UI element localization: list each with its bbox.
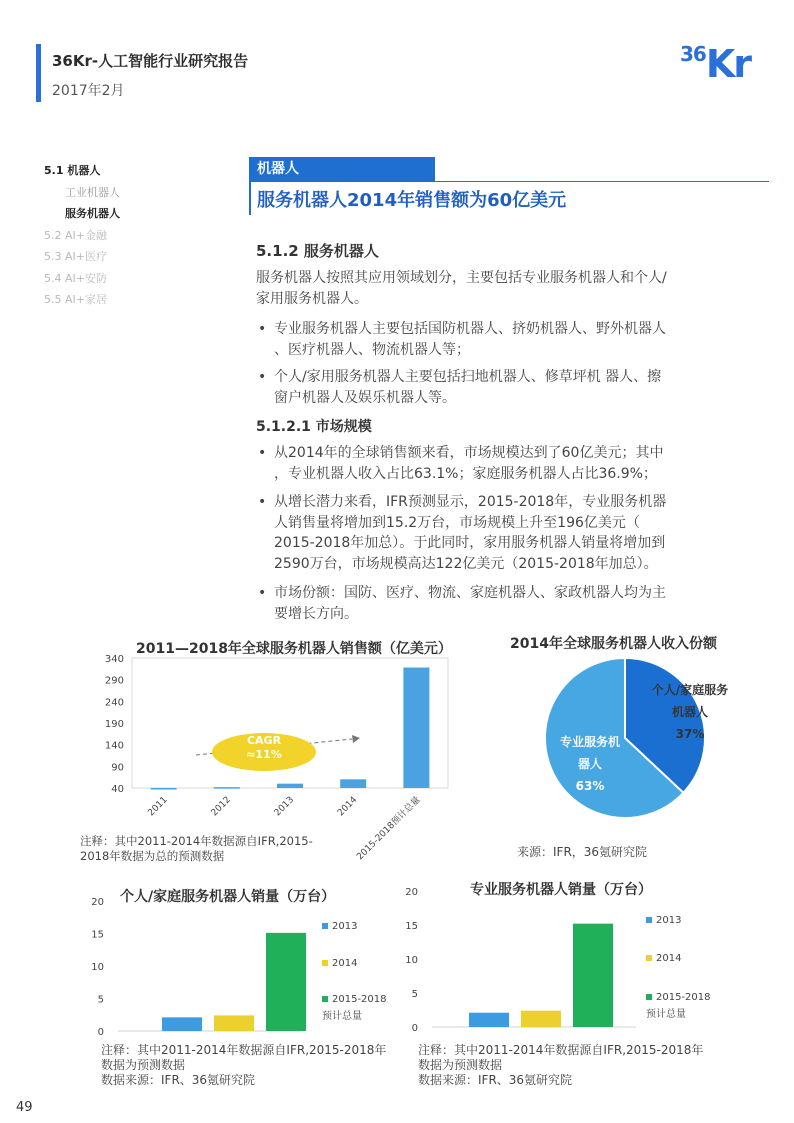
bar bbox=[214, 1015, 254, 1031]
bullet-dot: • bbox=[258, 369, 267, 385]
market-size-heading: 5.1.2.1 市场规模 bbox=[256, 419, 372, 435]
section-title: 服务机器人2014年销售额为60亿美元 bbox=[257, 190, 567, 211]
nav-item-ai-home[interactable]: 5.5 AI+家居 bbox=[44, 293, 107, 306]
bullet-item bbox=[258, 583, 742, 624]
legend-label: 预计总量 bbox=[322, 1011, 362, 1022]
bar bbox=[573, 924, 613, 1027]
chart-title: 个人/家庭服务机器人销量（万台） bbox=[120, 889, 336, 905]
chart-title: 2014年全球服务机器人收入份额 bbox=[510, 636, 717, 652]
nav-item-service-robots[interactable]: 服务机器人 bbox=[65, 207, 120, 220]
legend-swatch bbox=[646, 994, 652, 1000]
legend-swatch bbox=[322, 960, 328, 966]
bullet-line: 、医疗机器人、物流机器人等； bbox=[274, 341, 470, 358]
x-tick-label: 2014 bbox=[336, 795, 360, 819]
legend-label: 2013 bbox=[656, 915, 682, 926]
note-line: 数据为预测数据 bbox=[101, 1058, 186, 1072]
note-line: 注释：其中2011-2014年数据源自IFR,2015-2018年 bbox=[418, 1043, 704, 1057]
slice-percent: 37% bbox=[675, 727, 705, 741]
section-tag: 机器人 bbox=[249, 157, 435, 181]
bar bbox=[340, 779, 366, 788]
y-tick-label: 20 bbox=[91, 897, 104, 908]
nav-item-industrial-robots[interactable]: 工业机器人 bbox=[65, 185, 120, 199]
slice-label: 器人 bbox=[577, 757, 603, 771]
y-tick-label: 0 bbox=[97, 1027, 104, 1038]
bullet-line: 从2014年的全球销售额来看，市场规模达到了60亿美元；其中 bbox=[274, 445, 664, 461]
bullet-line: 专业服务机器人主要包括国防机器人、挤奶机器人、野外机器人 bbox=[274, 321, 666, 337]
note-line: 注释：其中2011-2014年数据源自IFR,2015-2018年 bbox=[101, 1043, 387, 1057]
legend-swatch bbox=[646, 955, 652, 961]
y-tick-label: 15 bbox=[91, 929, 104, 941]
bar bbox=[469, 1013, 509, 1027]
pie-source: 来源：IFR，36氪研究院 bbox=[517, 845, 648, 859]
legend-label: 预计总量 bbox=[646, 1009, 686, 1020]
bar bbox=[277, 784, 303, 788]
legend-label: 2015-2018 bbox=[332, 994, 387, 1005]
intro-paragraph bbox=[256, 268, 736, 310]
note-line: 2018年数据为总的预测数据 bbox=[80, 849, 225, 863]
y-tick-label: 40 bbox=[111, 784, 124, 795]
legend-label: 2014 bbox=[332, 958, 358, 969]
bullet-line: 个人/家用服务机器人主要包括扫地机器人、修草坪机 器人、擦 bbox=[274, 369, 662, 385]
legend-swatch bbox=[322, 923, 328, 929]
bar bbox=[214, 787, 240, 789]
header-accent-bar bbox=[36, 44, 41, 102]
bar bbox=[162, 1017, 202, 1031]
legend-label: 2014 bbox=[656, 953, 682, 964]
report-title: 36Kr-人工智能行业研究报告 bbox=[52, 52, 249, 70]
note-line: 数据来源：IFR、36氪研究院 bbox=[418, 1073, 573, 1087]
bullet-line: 人销售量将增加到15.2万台，市场规模上升至196亿美元（ bbox=[274, 514, 640, 531]
chart3-note bbox=[101, 1043, 386, 1088]
y-tick-label: 0 bbox=[411, 1023, 418, 1034]
legend-swatch bbox=[322, 996, 328, 1002]
y-tick-label: 140 bbox=[104, 740, 124, 752]
cagr-value: ≈11% bbox=[246, 748, 282, 761]
y-tick-label: 15 bbox=[405, 921, 418, 932]
section-left-rule bbox=[249, 181, 251, 215]
bullet-line: 窗户机器人及娱乐机器人等。 bbox=[274, 389, 456, 406]
bullet-dot: • bbox=[258, 445, 267, 461]
plot-frame bbox=[132, 658, 448, 788]
report-date: 2017年2月 bbox=[52, 83, 125, 99]
bullet-line: 2590万台，市场规模高达122亿美元（2015-2018年加总）。 bbox=[274, 555, 658, 572]
y-tick-label: 10 bbox=[405, 955, 418, 966]
bullet-item bbox=[258, 319, 742, 360]
x-tick-label: 2013 bbox=[272, 795, 297, 819]
y-tick-label: 10 bbox=[91, 962, 104, 973]
y-tick-label: 290 bbox=[104, 675, 124, 687]
bullet-dot: • bbox=[258, 321, 267, 337]
slice-percent: 63% bbox=[575, 779, 605, 793]
y-tick-label: 5 bbox=[97, 994, 104, 1006]
note-line: 注释：其中2011-2014年数据源自IFR,2015- bbox=[80, 834, 313, 848]
bullet-dot: • bbox=[258, 585, 267, 601]
revenue-share-pie bbox=[530, 650, 729, 830]
note-line: 数据来源：IFR、36氪研究院 bbox=[101, 1073, 256, 1087]
legend-label: 2013 bbox=[332, 921, 358, 932]
bullet-line: 市场份额：国防、医疗、物流、家庭机器人、家政机器人均为主 bbox=[274, 585, 666, 601]
bar bbox=[521, 1011, 561, 1027]
nav-item-ai-finance[interactable]: 5.2 AI+金融 bbox=[44, 228, 107, 242]
chart1-note bbox=[80, 834, 313, 864]
trend-arrowhead bbox=[352, 735, 360, 743]
36kr-logo: 36Kr bbox=[680, 42, 751, 86]
slice-label: 机器人 bbox=[671, 705, 709, 719]
cagr-label: CAGR bbox=[246, 734, 282, 747]
nav-item-ai-security[interactable]: 5.4 AI+安防 bbox=[44, 271, 107, 285]
intro-line: 服务机器人按照其应用领域划分，主要包括专业服务机器人和个人/ bbox=[256, 270, 667, 286]
y-tick-label: 190 bbox=[104, 719, 124, 730]
legend-swatch bbox=[646, 917, 652, 923]
chart-title: 专业服务机器人销量（万台） bbox=[470, 882, 652, 898]
bullet-line: 2015-2018年加总）。于此同时，家用服务机器人销量将增加到 bbox=[274, 535, 666, 551]
slice-label: 专业服务机 bbox=[559, 735, 621, 749]
home-robot-sales-chart bbox=[80, 895, 400, 1040]
bar bbox=[266, 933, 306, 1031]
bullet-line: ，专业机器人收入占比63.1%；家庭服务机器人占比36.9%； bbox=[274, 465, 657, 482]
y-tick-label: 90 bbox=[111, 762, 124, 774]
slice-label: 个人/家庭服务 bbox=[651, 683, 729, 697]
chart4-note bbox=[418, 1043, 703, 1088]
subsection-heading: 5.1.2 服务机器人 bbox=[256, 242, 379, 260]
bullet-line: 从增长潜力来看，IFR预测显示，2015-2018年，专业服务机器 bbox=[274, 494, 667, 510]
section-nav bbox=[44, 160, 120, 311]
page-number: 49 bbox=[16, 1100, 33, 1115]
x-tick-label: 2012 bbox=[209, 795, 233, 819]
nav-item-robots[interactable]: 5.1 机器人 bbox=[44, 164, 101, 177]
legend-label: 2015-2018 bbox=[656, 992, 711, 1003]
intro-line: 家用服务机器人。 bbox=[256, 291, 368, 307]
bullet-item bbox=[258, 367, 742, 408]
x-tick-label: 2015-2018预计总量 bbox=[355, 795, 423, 863]
bar bbox=[403, 668, 429, 788]
section-top-rule bbox=[249, 181, 769, 182]
bullet-line: 要增长方向。 bbox=[274, 605, 358, 622]
note-line: 数据为预测数据 bbox=[418, 1058, 503, 1072]
nav-item-ai-medical[interactable]: 5.3 AI+医疗 bbox=[44, 250, 107, 263]
bullet-dot: • bbox=[258, 494, 267, 510]
y-tick-label: 20 bbox=[405, 887, 418, 898]
professional-robot-sales-chart bbox=[400, 884, 740, 1034]
bullet-item bbox=[258, 443, 742, 484]
y-tick-label: 340 bbox=[104, 654, 124, 665]
bullet-item bbox=[258, 492, 742, 574]
y-tick-label: 240 bbox=[104, 697, 124, 709]
x-tick-label: 2011 bbox=[146, 795, 170, 819]
bar bbox=[151, 788, 177, 790]
chart-title: 2011—2018年全球服务机器人销售额（亿美元） bbox=[136, 641, 452, 657]
y-tick-label: 5 bbox=[411, 989, 418, 1000]
